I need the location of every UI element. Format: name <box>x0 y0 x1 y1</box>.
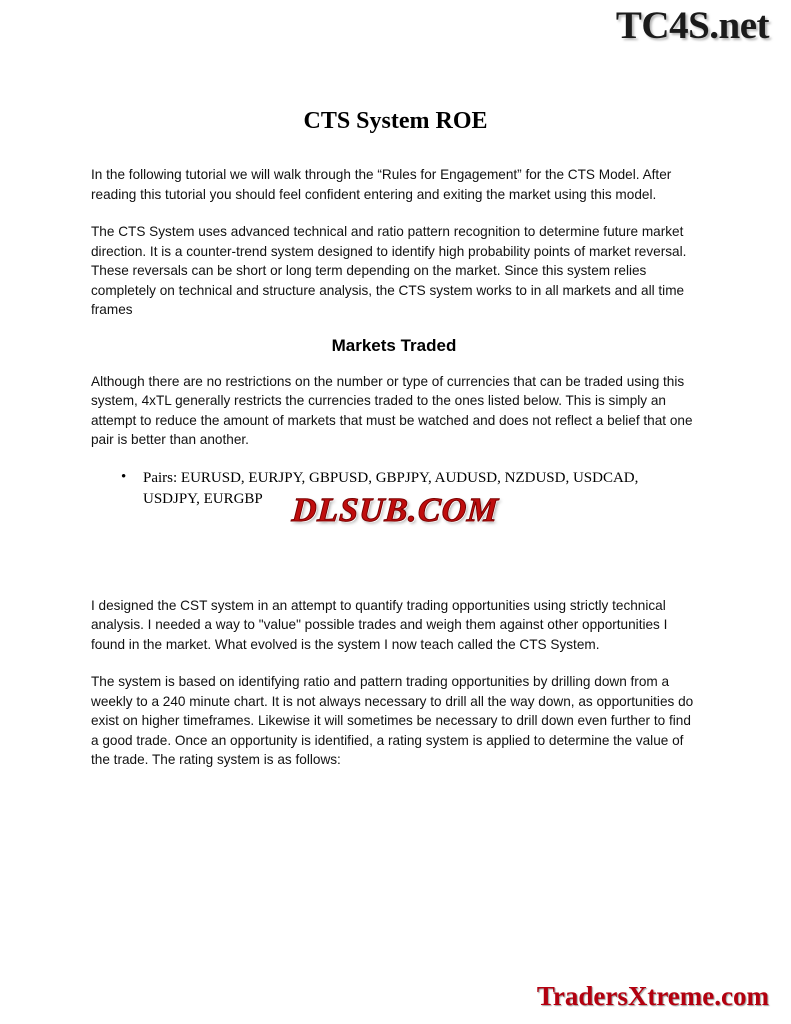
bottom-right-watermark: TradersXtreme.com <box>536 981 769 1011</box>
paragraph-overview: The CTS System uses advanced technical and ratio pattern recognition to determine future market direction. It is a counter-trend system designed to identify high probability points of market reversal. These reversals can be short or long term depending on the market. Since this system relies completely on technical and structure analysis, the CTS system works to in all markets and all time frames <box>91 224 687 317</box>
stamp-spacer <box>91 520 697 596</box>
section-heading-markets-traded: Markets Traded <box>331 335 457 355</box>
document-body <box>91 165 697 788</box>
paragraph-system-basis: The system is based on identifying ratio and pattern trading opportunities by drilling down from a weekly to a 240 minute chart. It is not always necessary to drill all the way down, as opportunities do exist on higher timeframes. Likewise it will sometimes be necessary to drill down even further to find a good trade. Once an opportunity is identified, a rating system is applied to determine the value of the trade. The rating system is as follows: <box>91 674 694 767</box>
stamp-text: DLSUB.COM <box>291 492 501 529</box>
top-right-watermark: TC4S.net <box>615 4 769 47</box>
paragraph-design: I designed the CST system in an attempt to quantify trading opportunities using strictly technical analysis. I needed a way to "value" possible trades and weigh them against other opportunities I found in the market. What evolved is the system I now teach called the CTS System. <box>91 597 668 652</box>
paragraph-markets-intro: Although there are no restrictions on the number or type of currencies that can be traded using this system, 4xTL generally restricts the currencies traded to the ones listed below. This is simply an attempt to reduce the amount of markets that must be watched and does not reflect a belief that one pair is better than another. <box>91 373 693 447</box>
list-item: • Pairs: EURUSD, EURJPY, GBPUSD, GBPJPY, AUDUSD, NZDUSD, USDCAD, USDJPY, EURGBP <box>121 468 697 510</box>
page-title: CTS System ROE <box>303 108 488 135</box>
pairs-list <box>91 468 697 510</box>
paragraph-intro: In the following tutorial we will walk through the “Rules for Engagement” for the CTS Model. After reading this tutorial you should feel confident entering and exiting the market using this model. <box>91 167 672 202</box>
